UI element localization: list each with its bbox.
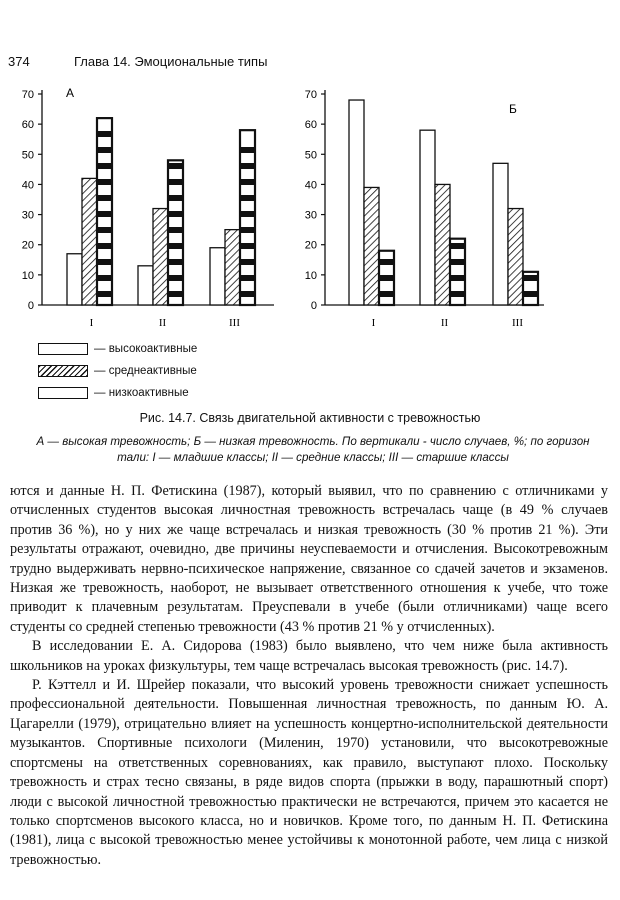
x-tick-label: III <box>229 317 240 329</box>
bar-low-activity-stripe <box>379 275 394 281</box>
bar-low-activity-stripe <box>97 211 112 217</box>
bar-low-activity-stripe <box>168 275 183 281</box>
chapter-title: Глава 14. Эмоциональные типы <box>74 54 268 69</box>
bar-low-activity-stripe <box>97 243 112 249</box>
y-tick-label: 20 <box>21 239 34 252</box>
bar-low-activity-stripe <box>168 243 183 249</box>
bar-low-activity-stripe <box>240 291 255 297</box>
bar-low-activity-stripe <box>450 259 465 265</box>
bar-low-activity-stripe <box>168 179 183 185</box>
bar-low-activity-stripe <box>97 227 112 233</box>
legend-swatch-low <box>38 387 88 399</box>
bar-low-activity-stripe <box>168 291 183 297</box>
bar-low-activity-stripe <box>97 195 112 201</box>
figure-caption: Рис. 14.7. Связь двигательной активности с тревожностью <box>139 411 481 425</box>
bar-high-activity <box>493 163 508 305</box>
bar-low-activity-stripe <box>168 211 183 217</box>
x-tick-label: I <box>371 317 376 329</box>
y-tick-label: 70 <box>304 89 317 101</box>
bar-high-activity <box>210 248 225 305</box>
bar-low-activity-stripe <box>450 275 465 281</box>
bar-low-activity-stripe <box>240 195 255 201</box>
page-number: 374 <box>8 54 30 69</box>
bar-low-activity-stripe <box>240 275 255 281</box>
bar-medium-activity <box>82 178 97 305</box>
y-tick-label: 30 <box>21 209 34 222</box>
bar-low-activity-stripe <box>523 275 538 281</box>
bar-low-activity-stripe <box>240 163 255 169</box>
legend-swatch-medium <box>38 365 88 377</box>
bar-medium-activity <box>225 230 240 305</box>
panel-label: А <box>66 86 75 100</box>
x-tick-label: III <box>512 317 523 329</box>
bar-low-activity-stripe <box>97 259 112 265</box>
bar-low-activity-stripe <box>379 259 394 265</box>
paragraph: Р. Кэттелл и И. Шрейер показали, что высокий уровень тревожности снижает успешность профессиональной деятельности. Повышенная личностная тревожность, по данным Ю. А. Цагарелли (1979), отрицательно влияет на успешность концертно-исполнительской деятельности музыкантов. Спортивные психологи (Миленин, 1970) установили, что высокотревожные спортсмены на ответственных соревнованиях, как правило, выступают плохо. Поскольку тревожность и страх тесно связаны, в ряде видов спорта (прыжки в воду, парашютный спорт) люди с высокой личностной тревожностью практически не встречаются, причем это касается не только спортсменов высокого класса, но и новичков. Кроме того, по данным Н. П. Фетискина (1981), лица с высокой тревожностью менее устойчивы к монотонной работе, чем лица с низкой тревожностью. <box>10 677 608 868</box>
panel-label: Б <box>509 102 517 116</box>
bar-high-activity <box>349 100 364 305</box>
bar-medium-activity <box>435 184 450 305</box>
bar-low-activity-stripe <box>450 243 465 249</box>
y-tick-label: 70 <box>21 89 34 101</box>
bar-low-activity-stripe <box>97 147 112 153</box>
paragraph: ются и данные Н. П. Фетискина (1987), который выявил, что по сравнению с отличниками у отчисленных студентов высокая личностная тревожность встречалась чаще (в 49 % случаев против 36 %), но у них же чаще встречалась и низкая тревожность (30 % против 21 %). Эти результаты отражают, очевидно, две причины неуспеваемости и отчисления. Высокотревожным трудно выдерживать нервно-психическое напряжение, связанное со сдачей зачетов и экзаменов. Низкая же тревожность, наоборот, не вызывает ответственного отношения к учебе, что тоже приводит к плачевным результатам. Преуспевали в учебе (были отличниками) чаще всего студенты со средней степенью тревожности (43 % против 21 % у отчисленных). <box>10 483 608 635</box>
bar-low-activity-stripe <box>97 131 112 137</box>
bar-low-activity-stripe <box>240 147 255 153</box>
bar-low-activity-stripe <box>240 179 255 185</box>
x-tick-label: II <box>158 317 167 329</box>
figure-caption-note <box>6 434 620 466</box>
bar-low-activity-stripe <box>97 163 112 169</box>
legend-swatch-high <box>38 343 88 355</box>
y-tick-label: 20 <box>304 239 317 252</box>
y-tick-label: 50 <box>304 149 317 162</box>
legend-label: — низкоактивные <box>94 387 189 399</box>
bar-high-activity <box>67 254 82 305</box>
y-tick-label: 60 <box>21 119 34 132</box>
bar-low-activity-stripe <box>168 163 183 169</box>
y-tick-label: 30 <box>304 209 317 222</box>
bar-low-activity-stripe <box>523 291 538 297</box>
bar-high-activity <box>420 130 435 305</box>
legend-item-medium <box>38 360 197 382</box>
legend-label: — среднеактивные <box>94 365 197 377</box>
bar-medium-activity <box>153 209 168 305</box>
legend-label: — высокоактивные <box>94 343 198 355</box>
bar-low-activity-stripe <box>240 211 255 217</box>
bar-low-activity-stripe <box>240 243 255 249</box>
legend-item-low <box>38 382 197 404</box>
bar-low-activity-stripe <box>97 179 112 185</box>
body-text <box>10 482 608 870</box>
y-tick-label: 10 <box>304 269 317 282</box>
y-tick-label: 60 <box>304 119 317 132</box>
chart-legend <box>38 338 197 404</box>
y-tick-label: 0 <box>310 300 317 312</box>
bar-low-activity-stripe <box>240 227 255 233</box>
y-tick-label: 50 <box>21 149 34 162</box>
y-tick-label: 40 <box>304 179 317 192</box>
caption-note-line-1: А — высокая тревожность; Б — низкая тревожность. По вертикали - число случаев, %; по горизон <box>36 435 590 448</box>
y-tick-label: 40 <box>21 179 34 192</box>
bar-high-activity <box>138 266 153 305</box>
bar-low-activity-stripe <box>97 275 112 281</box>
bar-low-activity-stripe <box>97 291 112 297</box>
bar-medium-activity <box>508 209 523 305</box>
figure-14-7 <box>0 0 620 340</box>
bar-low-activity-stripe <box>450 291 465 297</box>
legend-item-high <box>38 338 197 360</box>
y-tick-label: 0 <box>27 300 34 312</box>
caption-note-line-2: тали: I — младшие классы; II — средние классы; III — старшие классы <box>117 451 509 464</box>
y-tick-label: 10 <box>21 269 34 282</box>
x-tick-label: II <box>440 317 449 329</box>
x-tick-label: I <box>89 317 94 329</box>
bar-low-activity-stripe <box>240 259 255 265</box>
bar-low-activity-stripe <box>379 291 394 297</box>
bar-medium-activity <box>364 187 379 305</box>
bar-low-activity-stripe <box>168 195 183 201</box>
bar-low-activity-stripe <box>168 227 183 233</box>
bar-low-activity-stripe <box>168 259 183 265</box>
paragraph: В исследовании Е. А. Сидорова (1983) было выявлено, что чем ниже была активность школьников на уроках физкультуры, тем чаще встречалась высокая тревожность (рис. 14.7). <box>10 638 608 674</box>
